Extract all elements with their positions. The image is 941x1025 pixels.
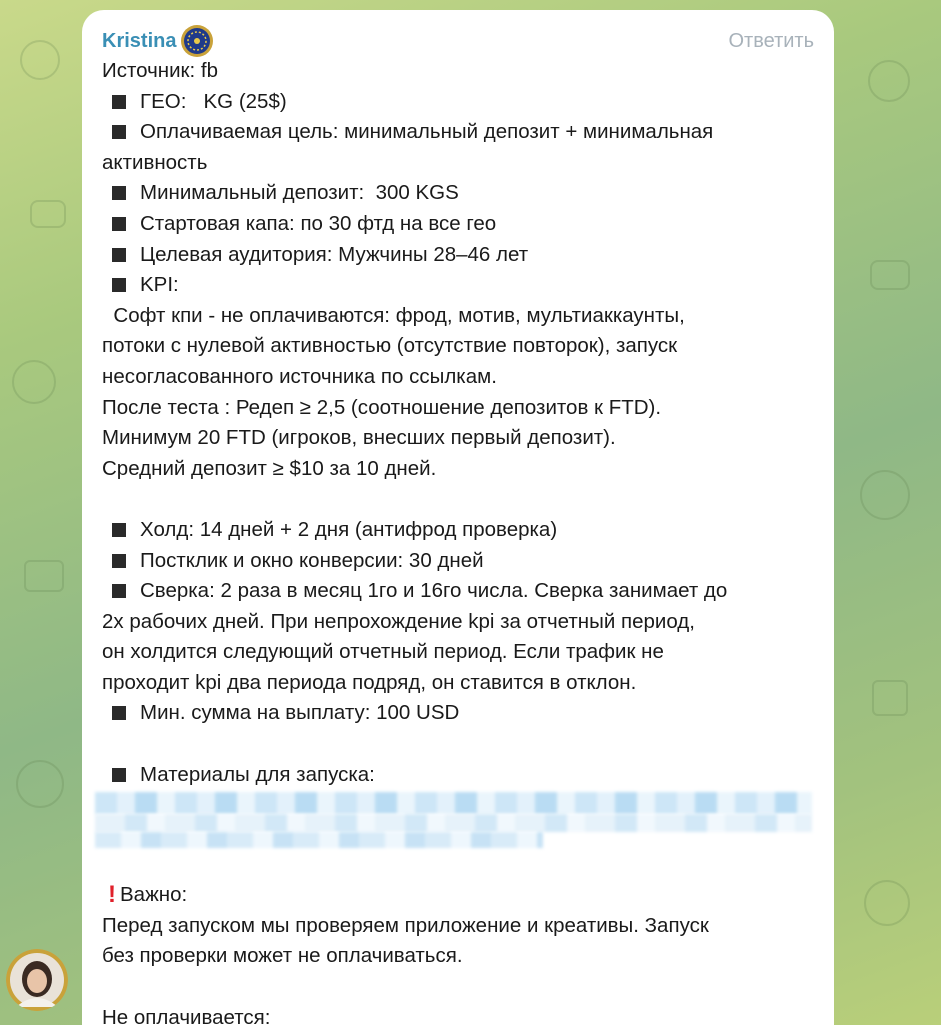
line-text: Стартовая капа: по 30 фтд на все гео [140, 211, 497, 235]
message-line [102, 56, 814, 87]
message-line [102, 148, 814, 179]
message-line [102, 698, 814, 729]
line-text: Источник: fb [102, 59, 219, 82]
red-exclamation-icon: ! [108, 881, 116, 909]
line-text: потоки с нулевой активностью (отсутствие повторок), запуск [102, 334, 678, 358]
message-line [102, 331, 814, 362]
avatar[interactable] [6, 949, 68, 1011]
black-square-icon [112, 95, 126, 109]
black-square-icon [112, 768, 126, 782]
sender-name[interactable]: Kristina [102, 29, 177, 52]
message-line [102, 454, 814, 485]
line-text: KPI: [140, 273, 179, 297]
line-text: Постклик и окно конверсии: 30 дней [140, 548, 484, 572]
emblem-badge-icon [180, 24, 214, 58]
sender[interactable] [102, 24, 214, 58]
line-text: он холдится следующий отчетный период. Если трафик не [102, 640, 664, 664]
message-line [102, 301, 814, 332]
line-text: 2х рабочих дней. При непрохождение kpi за отчетный период, [102, 609, 695, 633]
message-line [102, 729, 814, 760]
message-text [102, 56, 814, 1025]
line-text: Не оплачивается: [102, 1005, 271, 1025]
line-text: несогласованного источника по ссылкам. [102, 364, 497, 388]
line-text: После теста : Редеп ≥ 2,5 (соотношение депозитов к FTD). [102, 395, 662, 419]
message-line [102, 240, 814, 271]
message-line [102, 941, 814, 972]
message-line [102, 515, 814, 546]
message-line [102, 484, 814, 515]
black-square-icon [112, 125, 126, 139]
message-bubble [82, 10, 834, 1025]
line-text: активность [102, 150, 208, 174]
black-square-icon [112, 217, 126, 231]
message-line [102, 668, 814, 699]
black-square-icon [112, 248, 126, 262]
message-line [102, 911, 814, 942]
black-square-icon [112, 523, 126, 537]
line-text: Сверка: 2 раза в месяц 1го и 16го числа. Сверка занимает до [140, 579, 728, 603]
message-line [102, 972, 814, 1003]
line-text: проходит kpi два периода подряд, он ставится в отклон. [102, 670, 637, 694]
line-text: Холд: 14 дней + 2 дня (антифрод проверка) [140, 517, 558, 541]
line-text: Средний депозит ≥ $10 за 10 дней. [102, 456, 437, 480]
line-text: Перед запуском мы проверяем приложение и креативы. Запуск [102, 913, 709, 937]
line-text: Минимальный депозит: 300 KGS [140, 181, 459, 205]
message-lines-after [102, 880, 814, 1025]
message-line [102, 87, 814, 118]
message-line [102, 880, 814, 911]
message-header [102, 26, 814, 56]
line-text: Важно: [120, 883, 188, 907]
line-text: Мин. сумма на выплату: 100 USD [140, 701, 460, 725]
message-line [102, 209, 814, 240]
message-line [102, 1003, 814, 1025]
message-lines [102, 56, 814, 790]
black-square-icon [112, 186, 126, 200]
message-line [102, 546, 814, 577]
message-line [102, 607, 814, 638]
black-square-icon [112, 706, 126, 720]
black-square-icon [112, 584, 126, 598]
line-text: без проверки может не оплачиваться. [102, 944, 463, 968]
black-square-icon [112, 278, 126, 292]
line-text: Минимум 20 FTD (игроков, внесших первый депозит). [102, 426, 616, 450]
message-line [102, 423, 814, 454]
message-line [102, 178, 814, 209]
message-line [102, 637, 814, 668]
reply-button[interactable]: Ответить [728, 29, 814, 52]
black-square-icon [112, 554, 126, 568]
message-line [102, 117, 814, 148]
message-line [102, 362, 814, 393]
blurred-links [95, 792, 814, 852]
line-text: Софт кпи - не оплачиваются: фрод, мотив, мультиаккаунты, [102, 303, 685, 327]
line-text: Целевая аудитория: Мужчины 28–46 лет [140, 242, 529, 266]
message-line [102, 576, 814, 607]
line-text: Материалы для запуска: [140, 762, 375, 786]
message-line [102, 270, 814, 301]
message-line [102, 760, 814, 791]
message-line [102, 393, 814, 424]
line-text: Оплачиваемая цель: минимальный депозит + минимальная [140, 120, 714, 144]
line-text: ГЕО: KG (25$) [140, 89, 287, 113]
